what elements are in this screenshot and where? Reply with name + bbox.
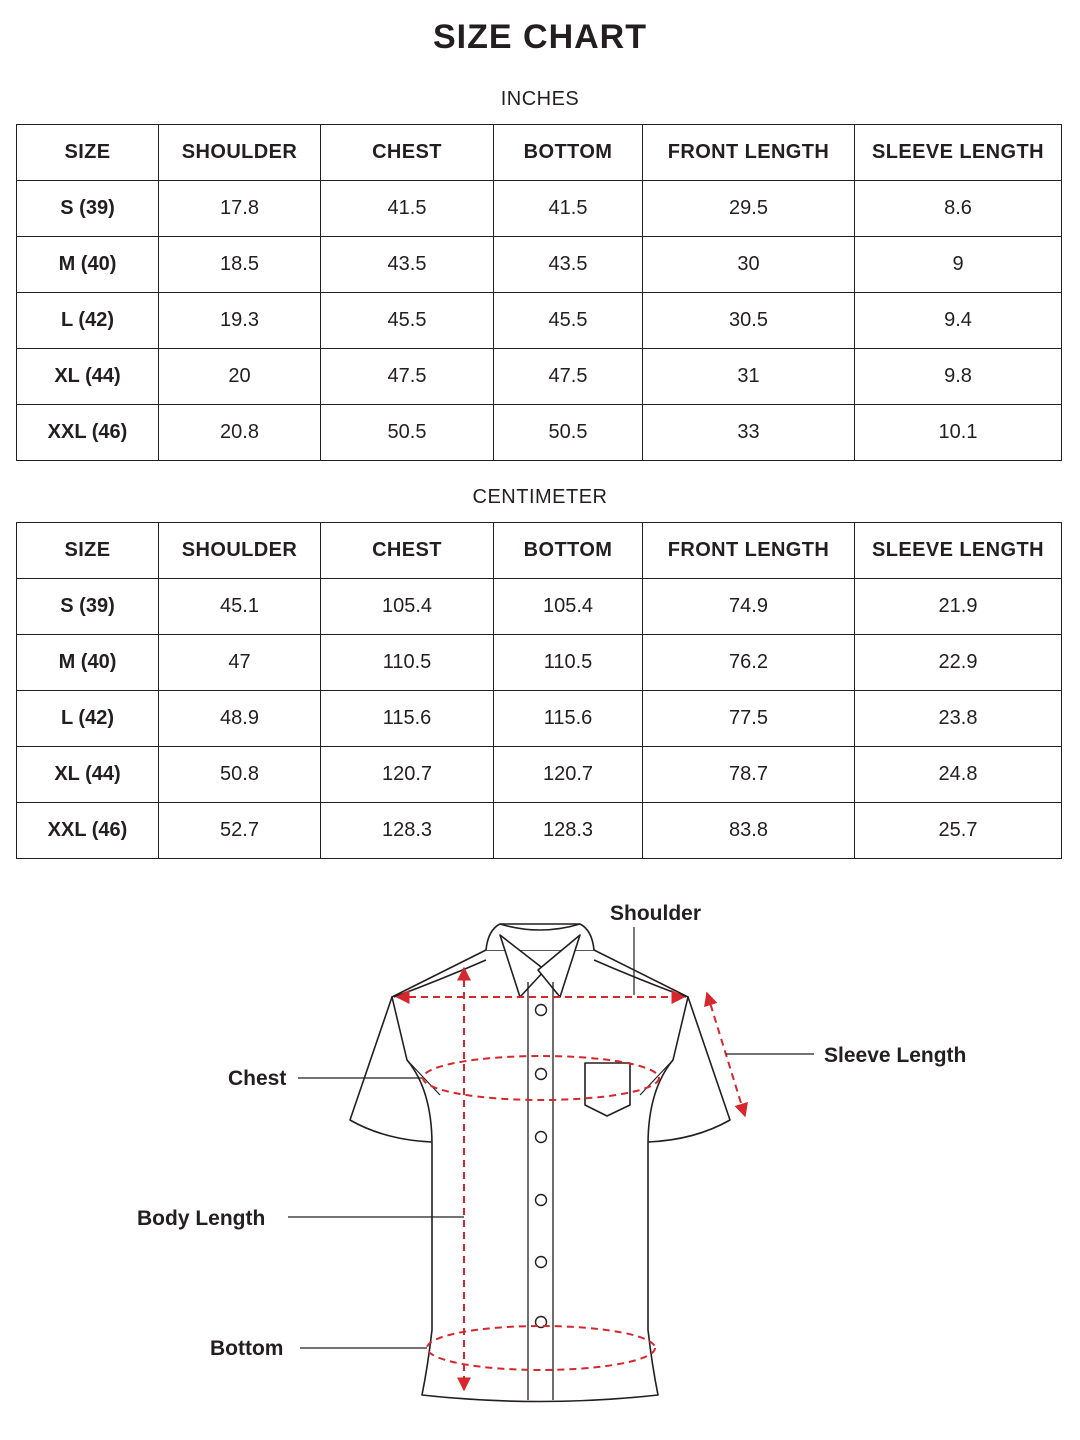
sleeve-length-cell: 21.9 xyxy=(855,579,1062,635)
sleeve-length-cell: 23.8 xyxy=(855,691,1062,747)
table-row xyxy=(17,293,1062,349)
front-length-cell: 30.5 xyxy=(643,293,855,349)
page-title: SIZE CHART xyxy=(433,18,647,56)
shirt-measurement-diagram xyxy=(0,870,1080,1440)
chest-cell: 120.7 xyxy=(321,747,494,803)
col-front-length: FRONT LENGTH xyxy=(643,125,855,181)
bottom-cell: 47.5 xyxy=(494,349,643,405)
bottom-cell: 43.5 xyxy=(494,237,643,293)
chest-cell: 115.6 xyxy=(321,691,494,747)
front-length-cell: 31 xyxy=(643,349,855,405)
table-row xyxy=(17,635,1062,691)
table-row xyxy=(17,803,1062,859)
bottom-cell: 50.5 xyxy=(494,405,643,461)
shoulder-cell: 20 xyxy=(159,349,321,405)
sleeve-length-cell: 9.8 xyxy=(855,349,1062,405)
col-chest: CHEST xyxy=(321,523,494,579)
front-length-cell: 33 xyxy=(643,405,855,461)
table-row xyxy=(17,579,1062,635)
size-cell: L (42) xyxy=(17,293,159,349)
shoulder-cell: 52.7 xyxy=(159,803,321,859)
shirt-outline xyxy=(350,924,730,1402)
size-cell: M (40) xyxy=(17,237,159,293)
front-length-cell: 83.8 xyxy=(643,803,855,859)
size-cell: S (39) xyxy=(17,579,159,635)
chest-cell: 128.3 xyxy=(321,803,494,859)
inches-table xyxy=(16,124,1062,461)
centimeter-heading: CENTIMETER xyxy=(472,486,608,508)
centimeter-table xyxy=(16,522,1062,859)
chest-cell: 43.5 xyxy=(321,237,494,293)
chest-cell: 47.5 xyxy=(321,349,494,405)
size-cell: XXL (46) xyxy=(17,405,159,461)
sleeve-length-cell: 24.8 xyxy=(855,747,1062,803)
front-length-cell: 30 xyxy=(643,237,855,293)
front-length-cell: 77.5 xyxy=(643,691,855,747)
chest-cell: 105.4 xyxy=(321,579,494,635)
front-length-cell: 29.5 xyxy=(643,181,855,237)
size-cell: XL (44) xyxy=(17,747,159,803)
chest-cell: 50.5 xyxy=(321,405,494,461)
shoulder-cell: 20.8 xyxy=(159,405,321,461)
col-chest: CHEST xyxy=(321,125,494,181)
button-icon xyxy=(536,1257,547,1268)
shoulder-label: Shoulder xyxy=(610,902,702,925)
chest-cell: 45.5 xyxy=(321,293,494,349)
bottom-cell: 120.7 xyxy=(494,747,643,803)
body-length-label: Body Length xyxy=(137,1207,266,1230)
sleeve-length-cell: 9 xyxy=(855,237,1062,293)
shoulder-cell: 50.8 xyxy=(159,747,321,803)
bottom-cell: 128.3 xyxy=(494,803,643,859)
col-size: SIZE xyxy=(17,125,159,181)
col-shoulder: SHOULDER xyxy=(159,125,321,181)
chest-label: Chest xyxy=(228,1067,287,1090)
front-length-cell: 78.7 xyxy=(643,747,855,803)
button-icon xyxy=(536,1069,547,1080)
col-bottom: BOTTOM xyxy=(494,125,643,181)
sleeve-length-cell: 22.9 xyxy=(855,635,1062,691)
shoulder-cell: 17.8 xyxy=(159,181,321,237)
table-row xyxy=(17,349,1062,405)
col-shoulder: SHOULDER xyxy=(159,523,321,579)
size-cell: M (40) xyxy=(17,635,159,691)
table-row xyxy=(17,747,1062,803)
header-row xyxy=(17,523,1062,579)
bottom-label: Bottom xyxy=(210,1337,284,1360)
sleeve-length-cell: 10.1 xyxy=(855,405,1062,461)
size-cell: S (39) xyxy=(17,181,159,237)
size-cell: XXL (46) xyxy=(17,803,159,859)
header-row xyxy=(17,125,1062,181)
front-length-cell: 76.2 xyxy=(643,635,855,691)
button-icon xyxy=(536,1195,547,1206)
inches-heading: INCHES xyxy=(500,88,580,110)
button-icon xyxy=(536,1132,547,1143)
table-row xyxy=(17,237,1062,293)
col-sleeve-length: SLEEVE LENGTH xyxy=(855,125,1062,181)
sleeve-length-cell: 8.6 xyxy=(855,181,1062,237)
front-length-cell: 74.9 xyxy=(643,579,855,635)
size-cell: XL (44) xyxy=(17,349,159,405)
bottom-cell: 105.4 xyxy=(494,579,643,635)
table-row xyxy=(17,181,1062,237)
chest-cell: 41.5 xyxy=(321,181,494,237)
col-sleeve-length: SLEEVE LENGTH xyxy=(855,523,1062,579)
bottom-cell: 110.5 xyxy=(494,635,643,691)
bottom-cell: 41.5 xyxy=(494,181,643,237)
col-size: SIZE xyxy=(17,523,159,579)
sleeve-length-cell: 9.4 xyxy=(855,293,1062,349)
table-row xyxy=(17,691,1062,747)
bottom-cell: 45.5 xyxy=(494,293,643,349)
col-front-length: FRONT LENGTH xyxy=(643,523,855,579)
bottom-cell: 115.6 xyxy=(494,691,643,747)
shoulder-cell: 18.5 xyxy=(159,237,321,293)
button-icon xyxy=(536,1005,547,1016)
chest-cell: 110.5 xyxy=(321,635,494,691)
size-cell: L (42) xyxy=(17,691,159,747)
shoulder-cell: 47 xyxy=(159,635,321,691)
table-row xyxy=(17,405,1062,461)
sleeve-length-cell: 25.7 xyxy=(855,803,1062,859)
shoulder-cell: 45.1 xyxy=(159,579,321,635)
shoulder-cell: 19.3 xyxy=(159,293,321,349)
sleeve-length-label: Sleeve Length xyxy=(824,1044,967,1067)
shoulder-cell: 48.9 xyxy=(159,691,321,747)
col-bottom: BOTTOM xyxy=(494,523,643,579)
